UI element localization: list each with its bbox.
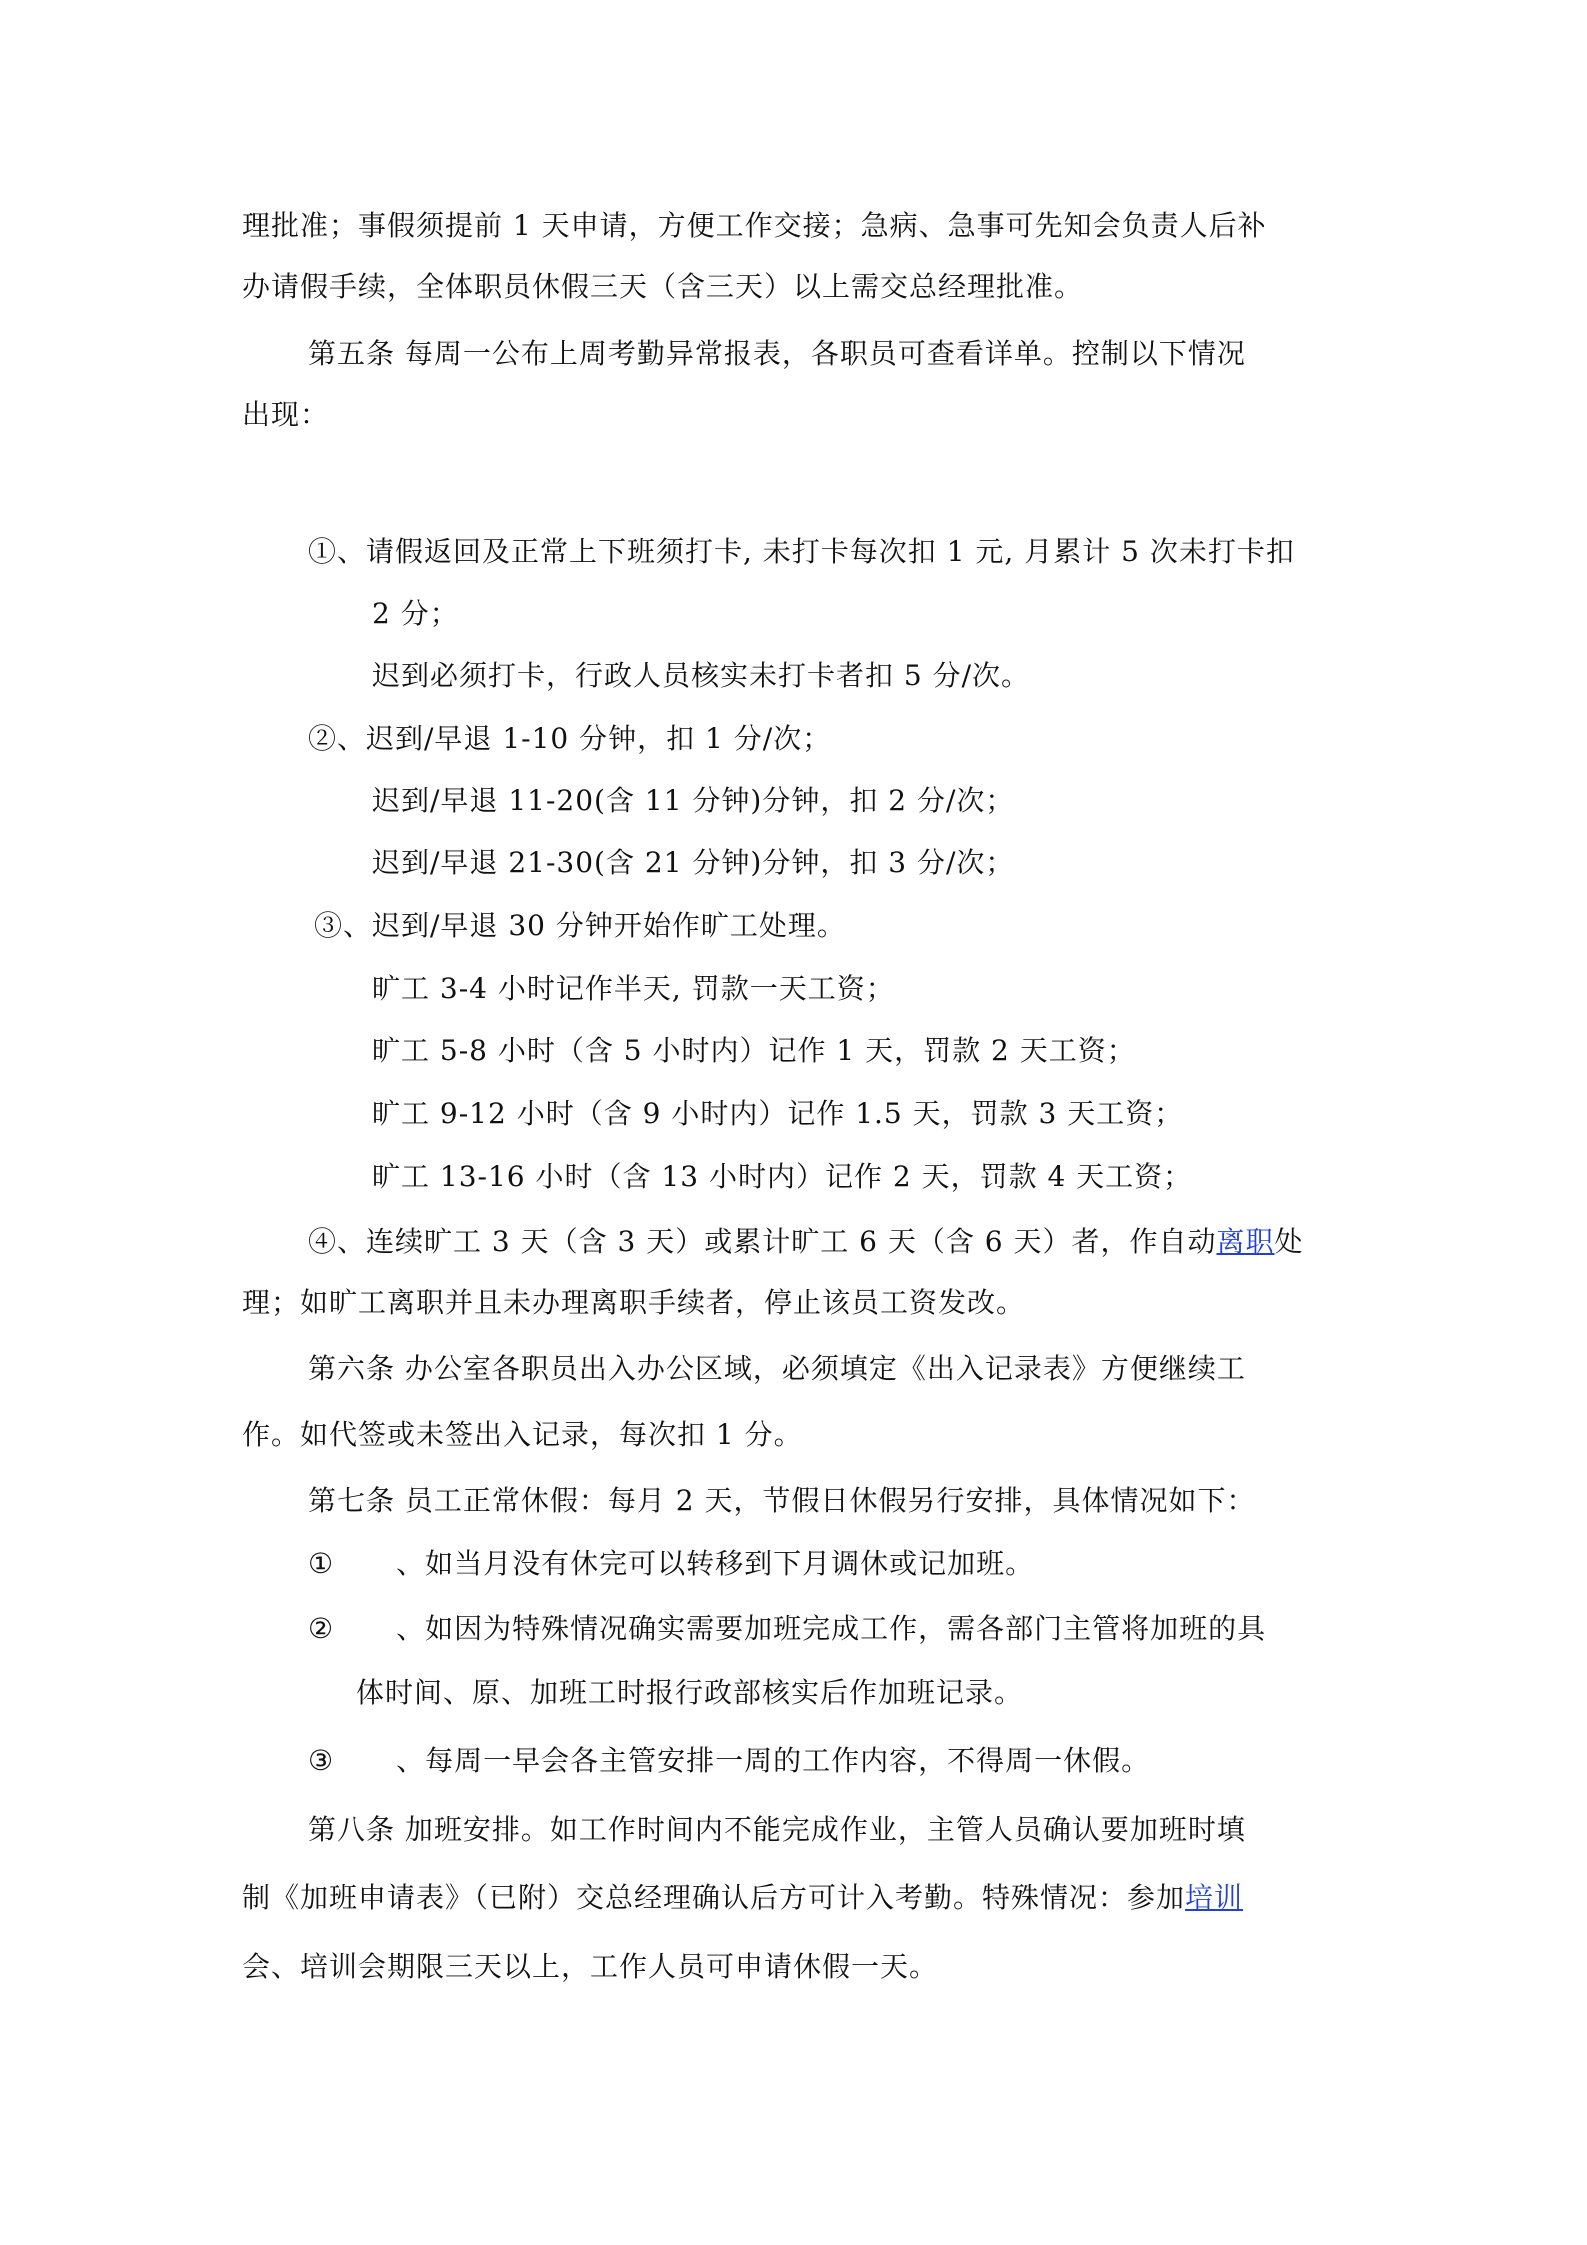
clause-3-line: 旷工 9-12 小时（含 9 小时内）记作 1.5 天，罚款 3 天工资； (372, 1097, 1184, 1130)
article-8-text: 制《加班申请表》（已附）交总经理确认后方可计入考勤。特殊情况：参加 (242, 1881, 1186, 1914)
clause-4 (308, 1225, 1304, 1259)
paragraph-line: 出现： (242, 398, 330, 431)
article-5-heading: 第五条 每周一公布上周考勤异常报表，各职员可查看详单。控制以下情况 (308, 337, 1246, 370)
clause-2-line: 迟到/早退 21-30(含 21 分钟)分钟，扣 3 分/次； (372, 846, 1015, 879)
list-marker: ② (308, 1612, 335, 1645)
list-item-text: 、每周一早会各主管安排一周的工作内容，不得周一休假。 (396, 1744, 1151, 1777)
clause-4-text: ④、连续旷工 3 天（含 3 天）或累计旷工 6 天（含 6 天）者，作自动 (308, 1225, 1217, 1258)
list-marker: ① (308, 1547, 335, 1580)
list-item-text: 、如因为特殊情况确实需要加班完成工作，需各部门主管将加班的具 (396, 1612, 1267, 1645)
article-7-heading: 第七条 员工正常休假：每月 2 天，节假日休假另行安排，具体情况如下： (308, 1484, 1256, 1517)
paragraph-line: 办请假手续，全体职员休假三天（含三天）以上需交总经理批准。 (242, 270, 1084, 303)
paragraph-line: 理批准；事假须提前 1 天申请，方便工作交接；急病、急事可先知会负责人后补 (242, 209, 1267, 242)
clause-2-line: 迟到/早退 11-20(含 11 分钟)分钟，扣 2 分/次； (372, 784, 1015, 817)
clause-1: ①、请假返回及正常上下班须打卡, 未打卡每次扣 1 元, 月累计 5 次未打卡扣 (308, 535, 1295, 568)
article-8-heading: 第八条 加班安排。如工作时间内不能完成作业，主管人员确认要加班时填 (308, 1813, 1246, 1846)
clause-2: ②、迟到/早退 1-10 分钟，扣 1 分/次； (308, 722, 832, 755)
list-item-text: 、如当月没有休完可以转移到下月调休或记加班。 (396, 1547, 1035, 1580)
training-link[interactable]: 培训 (1185, 1881, 1244, 1914)
clause-3-line: 旷工 13-16 小时（含 13 小时内）记作 2 天，罚款 4 天工资； (372, 1160, 1193, 1193)
clause-4-text-end: 处 (1274, 1225, 1304, 1258)
article-6-heading: 第六条 办公室各职员出入办公区域，必须填定《出入记录表》方便继续工 (308, 1352, 1246, 1385)
list-item (308, 1547, 1034, 1581)
clause-3: ③、迟到/早退 30 分钟开始作旷工处理。 (314, 909, 846, 942)
clause-1-cont: 2 分； (372, 597, 459, 630)
list-marker: ③ (308, 1744, 335, 1777)
clause-3-line: 旷工 5-8 小时（含 5 小时内）记作 1 天，罚款 2 天工资； (372, 1034, 1136, 1067)
resignation-link[interactable]: 离职 (1216, 1225, 1275, 1258)
list-item (308, 1744, 1150, 1778)
article-8-line (242, 1881, 1243, 1915)
list-item-cont: 体时间、原、加班工时报行政部核实后作加班记录。 (356, 1676, 1024, 1709)
list-item (308, 1612, 1266, 1646)
clause-4-cont: 理；如旷工离职并且未办理离职手续者，停止该员工资发改。 (242, 1286, 1026, 1319)
clause-3-line: 旷工 3-4 小时记作半天, 罚款一天工资； (372, 972, 895, 1005)
article-6-cont: 作。如代签或未签出入记录，每次扣 1 分。 (242, 1418, 803, 1451)
clause-1-note: 迟到必须打卡，行政人员核实未打卡者扣 5 分/次。 (372, 659, 1031, 692)
article-8-line: 会、培训会期限三天以上，工作人员可申请休假一天。 (242, 1950, 939, 1983)
